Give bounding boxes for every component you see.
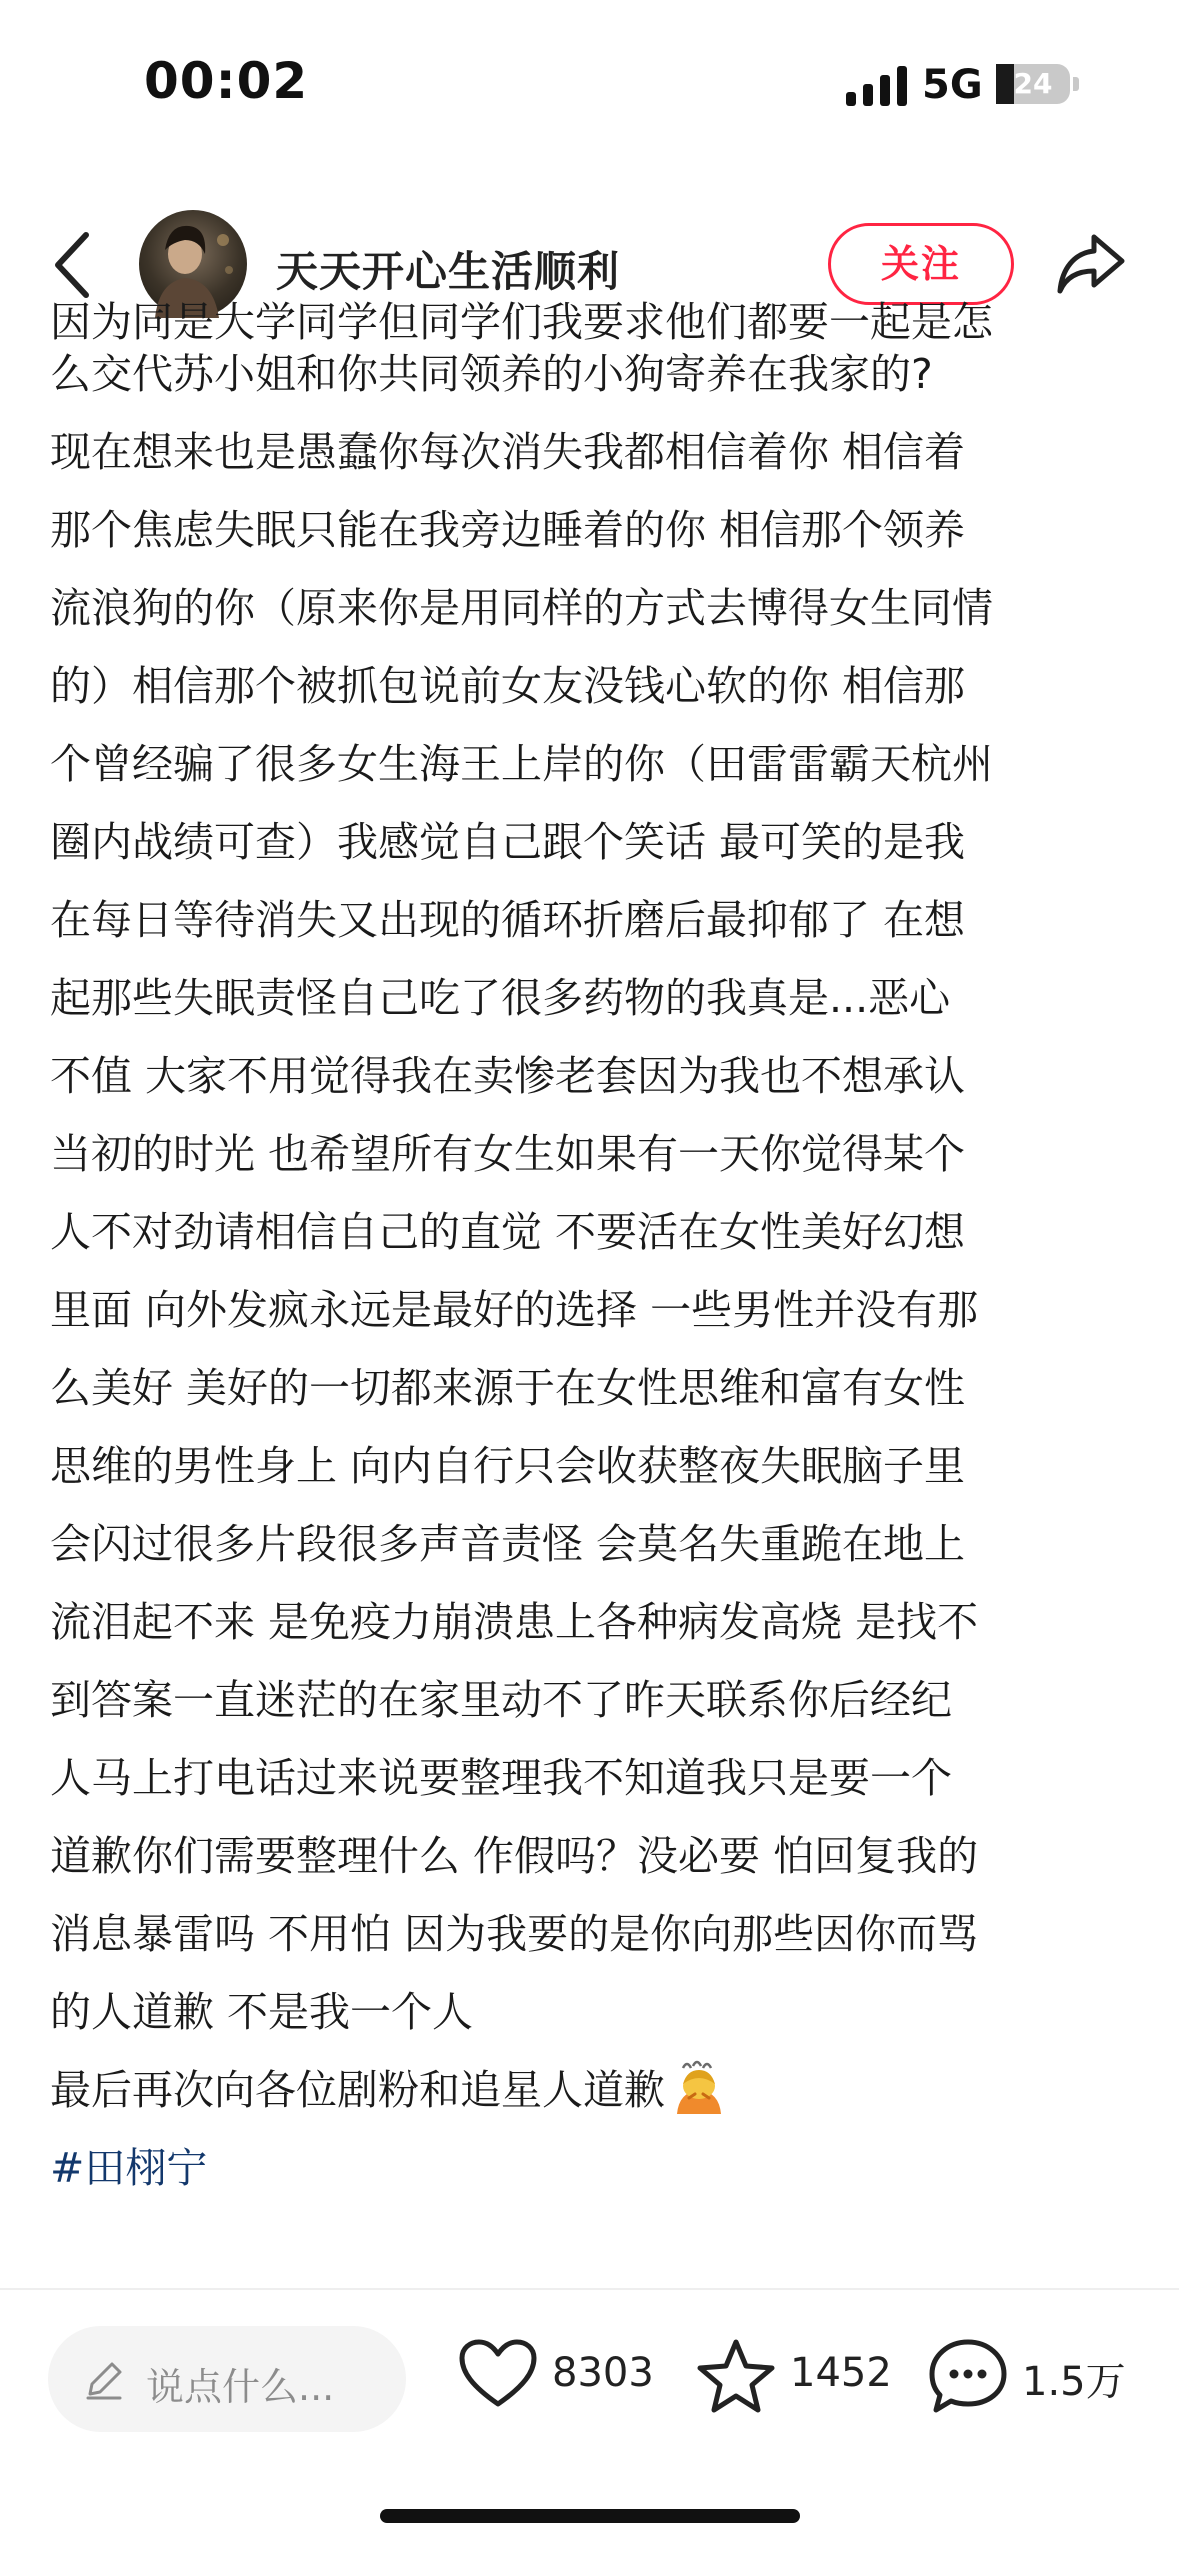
post-text-line: 起那些失眠责怪自己吃了很多药物的我真是...恶心 bbox=[50, 974, 951, 1022]
post-text-line: 么交代苏小姐和你共同领养的小狗寄养在我家的? bbox=[50, 350, 933, 398]
post-text-line: 会闪过很多片段很多声音责怪 会莫名失重跪在地上 bbox=[50, 1520, 966, 1568]
favorite-button[interactable] bbox=[696, 2332, 896, 2422]
author-name[interactable]: 天天开心生活顺利 bbox=[276, 247, 621, 296]
post-text-line: 的）相信那个被抓包说前女友没钱心软的你 相信那 bbox=[50, 662, 966, 710]
star-icon bbox=[696, 2338, 776, 2414]
post-text-line: 的人道歉 不是我一个人 bbox=[50, 1988, 474, 2036]
comment-button[interactable] bbox=[928, 2332, 1128, 2422]
post-text-line: 里面 向外发疯永远是最好的选择 一些男性并没有那 bbox=[50, 1286, 979, 1334]
network-type: 5G bbox=[922, 62, 983, 108]
comment-bubble-icon bbox=[928, 2338, 1008, 2414]
battery-level: 24 bbox=[1013, 67, 1053, 100]
post-text-line: 道歉你们需要整理什么 作假吗？没必要 怕回复我的 bbox=[50, 1832, 979, 1880]
signal-strength-icon bbox=[846, 66, 910, 106]
battery-icon bbox=[996, 64, 1070, 104]
post-text-line: 流泪起不来 是免疫力崩溃患上各种病发高烧 是找不 bbox=[50, 1598, 979, 1646]
share-icon[interactable] bbox=[1054, 229, 1128, 299]
post-content bbox=[0, 298, 1179, 2290]
post-text-line: 流浪狗的你（原来你是用同样的方式去博得女生同情 bbox=[50, 584, 993, 632]
post-text-line: 在每日等待消失又出现的循环折磨后最抑郁了 在想 bbox=[50, 896, 966, 944]
post-text-line: 思维的男性身上 向内自行只会收获整夜失眠脑子里 bbox=[50, 1442, 966, 1490]
partially-hidden-line: 因为同是大学同学但同学们我要求他们都要一起是怎 bbox=[50, 298, 993, 346]
post-text-line: 到答案一直迷茫的在家里动不了昨天联系你后经纪 bbox=[50, 1676, 952, 1724]
status-bar bbox=[0, 0, 1179, 170]
closing-line bbox=[50, 2051, 729, 2129]
post-text-line: 那个焦虑失眠只能在我旁边睡着的你 相信那个领养 bbox=[50, 506, 966, 554]
comment-placeholder: 说点什么... bbox=[146, 2365, 335, 2409]
home-indicator[interactable] bbox=[380, 2509, 800, 2523]
post-text-line: 不值 大家不用觉得我在卖惨老套因为我也不想承认 bbox=[50, 1052, 966, 1100]
post-text-line: 人不对劲请相信自己的直觉 不要活在女性美好幻想 bbox=[50, 1208, 966, 1256]
battery-cap bbox=[1073, 77, 1079, 91]
post-text-line: 个曾经骗了很多女生海王上岸的你（田雷雷霸天杭州 bbox=[50, 740, 993, 788]
hashtag-link[interactable]: #田栩宁 bbox=[50, 2144, 208, 2192]
post-text-line: 消息暴雷吗 不用怕 因为我要的是你向那些因你而骂 bbox=[50, 1910, 979, 1958]
person-bowing-icon bbox=[669, 2058, 729, 2139]
post-text-line: 人马上打电话过来说要整理我不知道我只是要一个 bbox=[50, 1754, 952, 1802]
post-text-line: 么美好 美好的一切都来源于在女性思维和富有女性 bbox=[50, 1364, 966, 1412]
comment-count: 1.5万 bbox=[1022, 2359, 1126, 2405]
post-text-line: 圈内战绩可查）我感觉自己跟个笑话 最可笑的是我 bbox=[50, 818, 966, 866]
post-text-line: 当初的时光 也希望所有女生如果有一天你觉得某个 bbox=[50, 1130, 966, 1178]
comment-input[interactable] bbox=[48, 2326, 406, 2432]
post-text-line: 现在想来也是愚蠢你每次消失我都相信着你 相信着 bbox=[50, 428, 966, 476]
follow-button[interactable]: 关注 bbox=[828, 223, 1014, 305]
favorite-count: 1452 bbox=[790, 2350, 892, 2396]
heart-icon bbox=[458, 2338, 538, 2410]
closing-text: 最后再次向各位剧粉和追星人道歉 bbox=[50, 2066, 665, 2114]
like-count: 8303 bbox=[552, 2350, 654, 2396]
like-button[interactable] bbox=[458, 2332, 668, 2422]
status-time: 00:02 bbox=[144, 52, 309, 110]
pencil-icon bbox=[82, 2358, 126, 2402]
